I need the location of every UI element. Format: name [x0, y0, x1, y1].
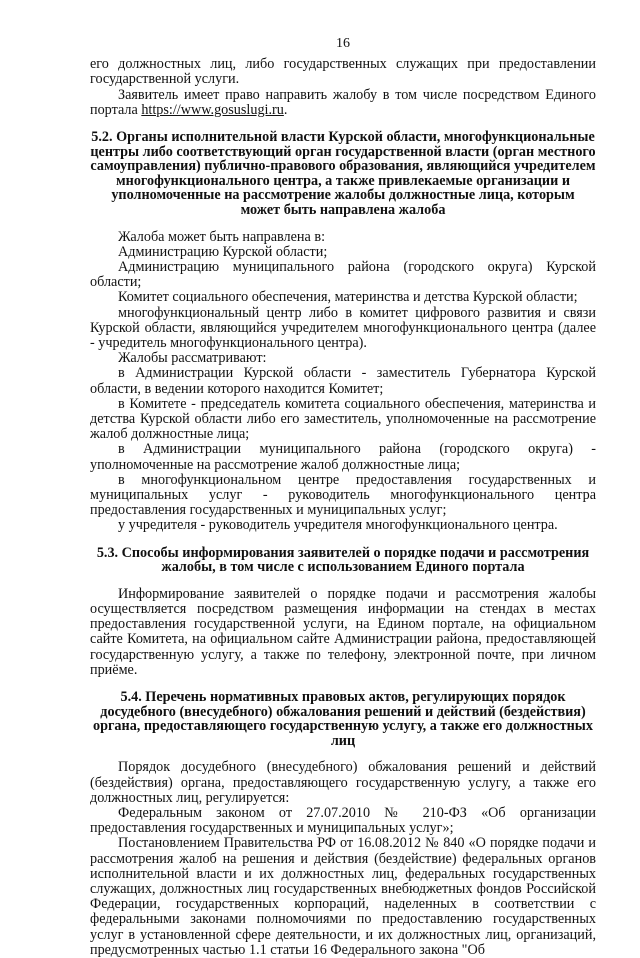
- paragraph: Администрацию Курской области;: [118, 243, 328, 260]
- intro-line-2: [90, 88, 596, 118]
- paragraph: Администрацию муниципального района (городского округа) Курской области;: [90, 258, 596, 291]
- section-5-2-body: [90, 230, 596, 534]
- paragraph: Комитет социального обеспечения, материнства и детства Курской области;: [118, 289, 578, 306]
- paragraph: Жалобы рассматривают:: [118, 350, 267, 367]
- paragraph: в Администрации муниципального района (городского округа) - уполномоченные на рассмотрение жалоб должностные лица;: [90, 441, 596, 473]
- paragraph: многофункциональный центр либо в комитет цифрового развития и связи Курской области, являющийся учредителем многофункционального центра (далее - учредитель многофункционального центра).: [90, 304, 596, 351]
- section-5-4-body: [90, 760, 596, 958]
- paragraph: Жалоба может быть направлена в:: [118, 228, 326, 245]
- paragraph: Порядок досудебного (внесудебного) обжалования решений и действий (бездействия) органа, предоставляющего государственную услугу, а также его должностных лиц, регулируется:: [90, 759, 596, 806]
- section-5-3-body: [90, 587, 596, 678]
- paragraph: Информирование заявителей о порядке подачи и рассмотрения жалобы осуществляется посредством размещения информации на стендах в местах предоставления государственной услуги, на Едином портале, на официальном сайте Комитета, на официальном сайте Администрации района, предоставляющей государственную услугу, а также по телефону, электронной почте, при личном приёме.: [90, 585, 596, 678]
- section-5-4-heading: 5.4. Перечень нормативных правовых актов, регулирующих порядок досудебного (внесудебного) обжалования решений и действий (бездействия) органа, предоставляющего государственную услугу, а также его должностных лиц: [93, 689, 593, 749]
- intro-line-2-text: Заявитель имеет право направить жалобу в том числе посредством Единого портала: [90, 86, 596, 118]
- section-5-3-heading: 5.3. Способы информирования заявителей о порядке подачи и рассмотрения жалобы, в том числе с использованием Единого портала: [96, 544, 590, 576]
- intro-line-1: его должностных лиц, либо государственных служащих при предоставлении государственной услуги.: [90, 56, 596, 88]
- paragraph: в Администрации Курской области - заместитель Губернатора Курской области, в ведении которого находится Комитет;: [90, 365, 596, 397]
- paragraph: в Комитете - председатель комитета социального обеспечения, материнства и детства Курской области либо его заместитель, уполномоченные на рассмотрение жалоб должностные лица;: [90, 395, 596, 443]
- page-number: 16: [336, 36, 350, 51]
- gosuslugi-link[interactable]: https://www.gosuslugi.ru: [141, 101, 284, 118]
- paragraph: у учредителя - руководитель учредителя многофункционального центра.: [118, 517, 558, 534]
- document-page: [90, 36, 596, 958]
- paragraph: Федеральным законом от 27.07.2010 № 210-ФЗ «Об организации предоставления государственных и муниципальных услуг»;: [90, 805, 596, 837]
- intro-line-2-end: .: [283, 101, 288, 118]
- section-5-2-heading: 5.2. Органы исполнительной власти Курской области, многофункциональные центры либо соответствующий орган государственной власти (орган местного самоуправления) публично-правового образования, являющийся учредителем многофункционального центра, а также привлекаемые организации и уполномоченные на рассмотрение жалобы должностные лица, которым может быть направлена жалоба: [90, 129, 596, 218]
- paragraph: в многофункциональном центре предоставления государственных и муниципальных услуг - руководитель многофункционального центра предоставления государственных и муниципальных услуг;: [90, 471, 596, 519]
- paragraph: Постановлением Правительства РФ от 16.08.2012 № 840 «О порядке подачи и рассмотрения жалоб на решения и действия (бездействие) федеральных органов исполнительной власти и их должностных лиц, федеральных государственных служащих, должностных лиц государственных внебюджетных фондов Российской Федерации, государственных корпораций, наделенных в соответствии с федеральными законами полномочиями по предоставлению государственных услуг в установленной сфере деятельности, и их должностных лиц, организаций, предусмотренных частью 1.1 статьи 16 Федерального закона "Об: [90, 835, 596, 958]
